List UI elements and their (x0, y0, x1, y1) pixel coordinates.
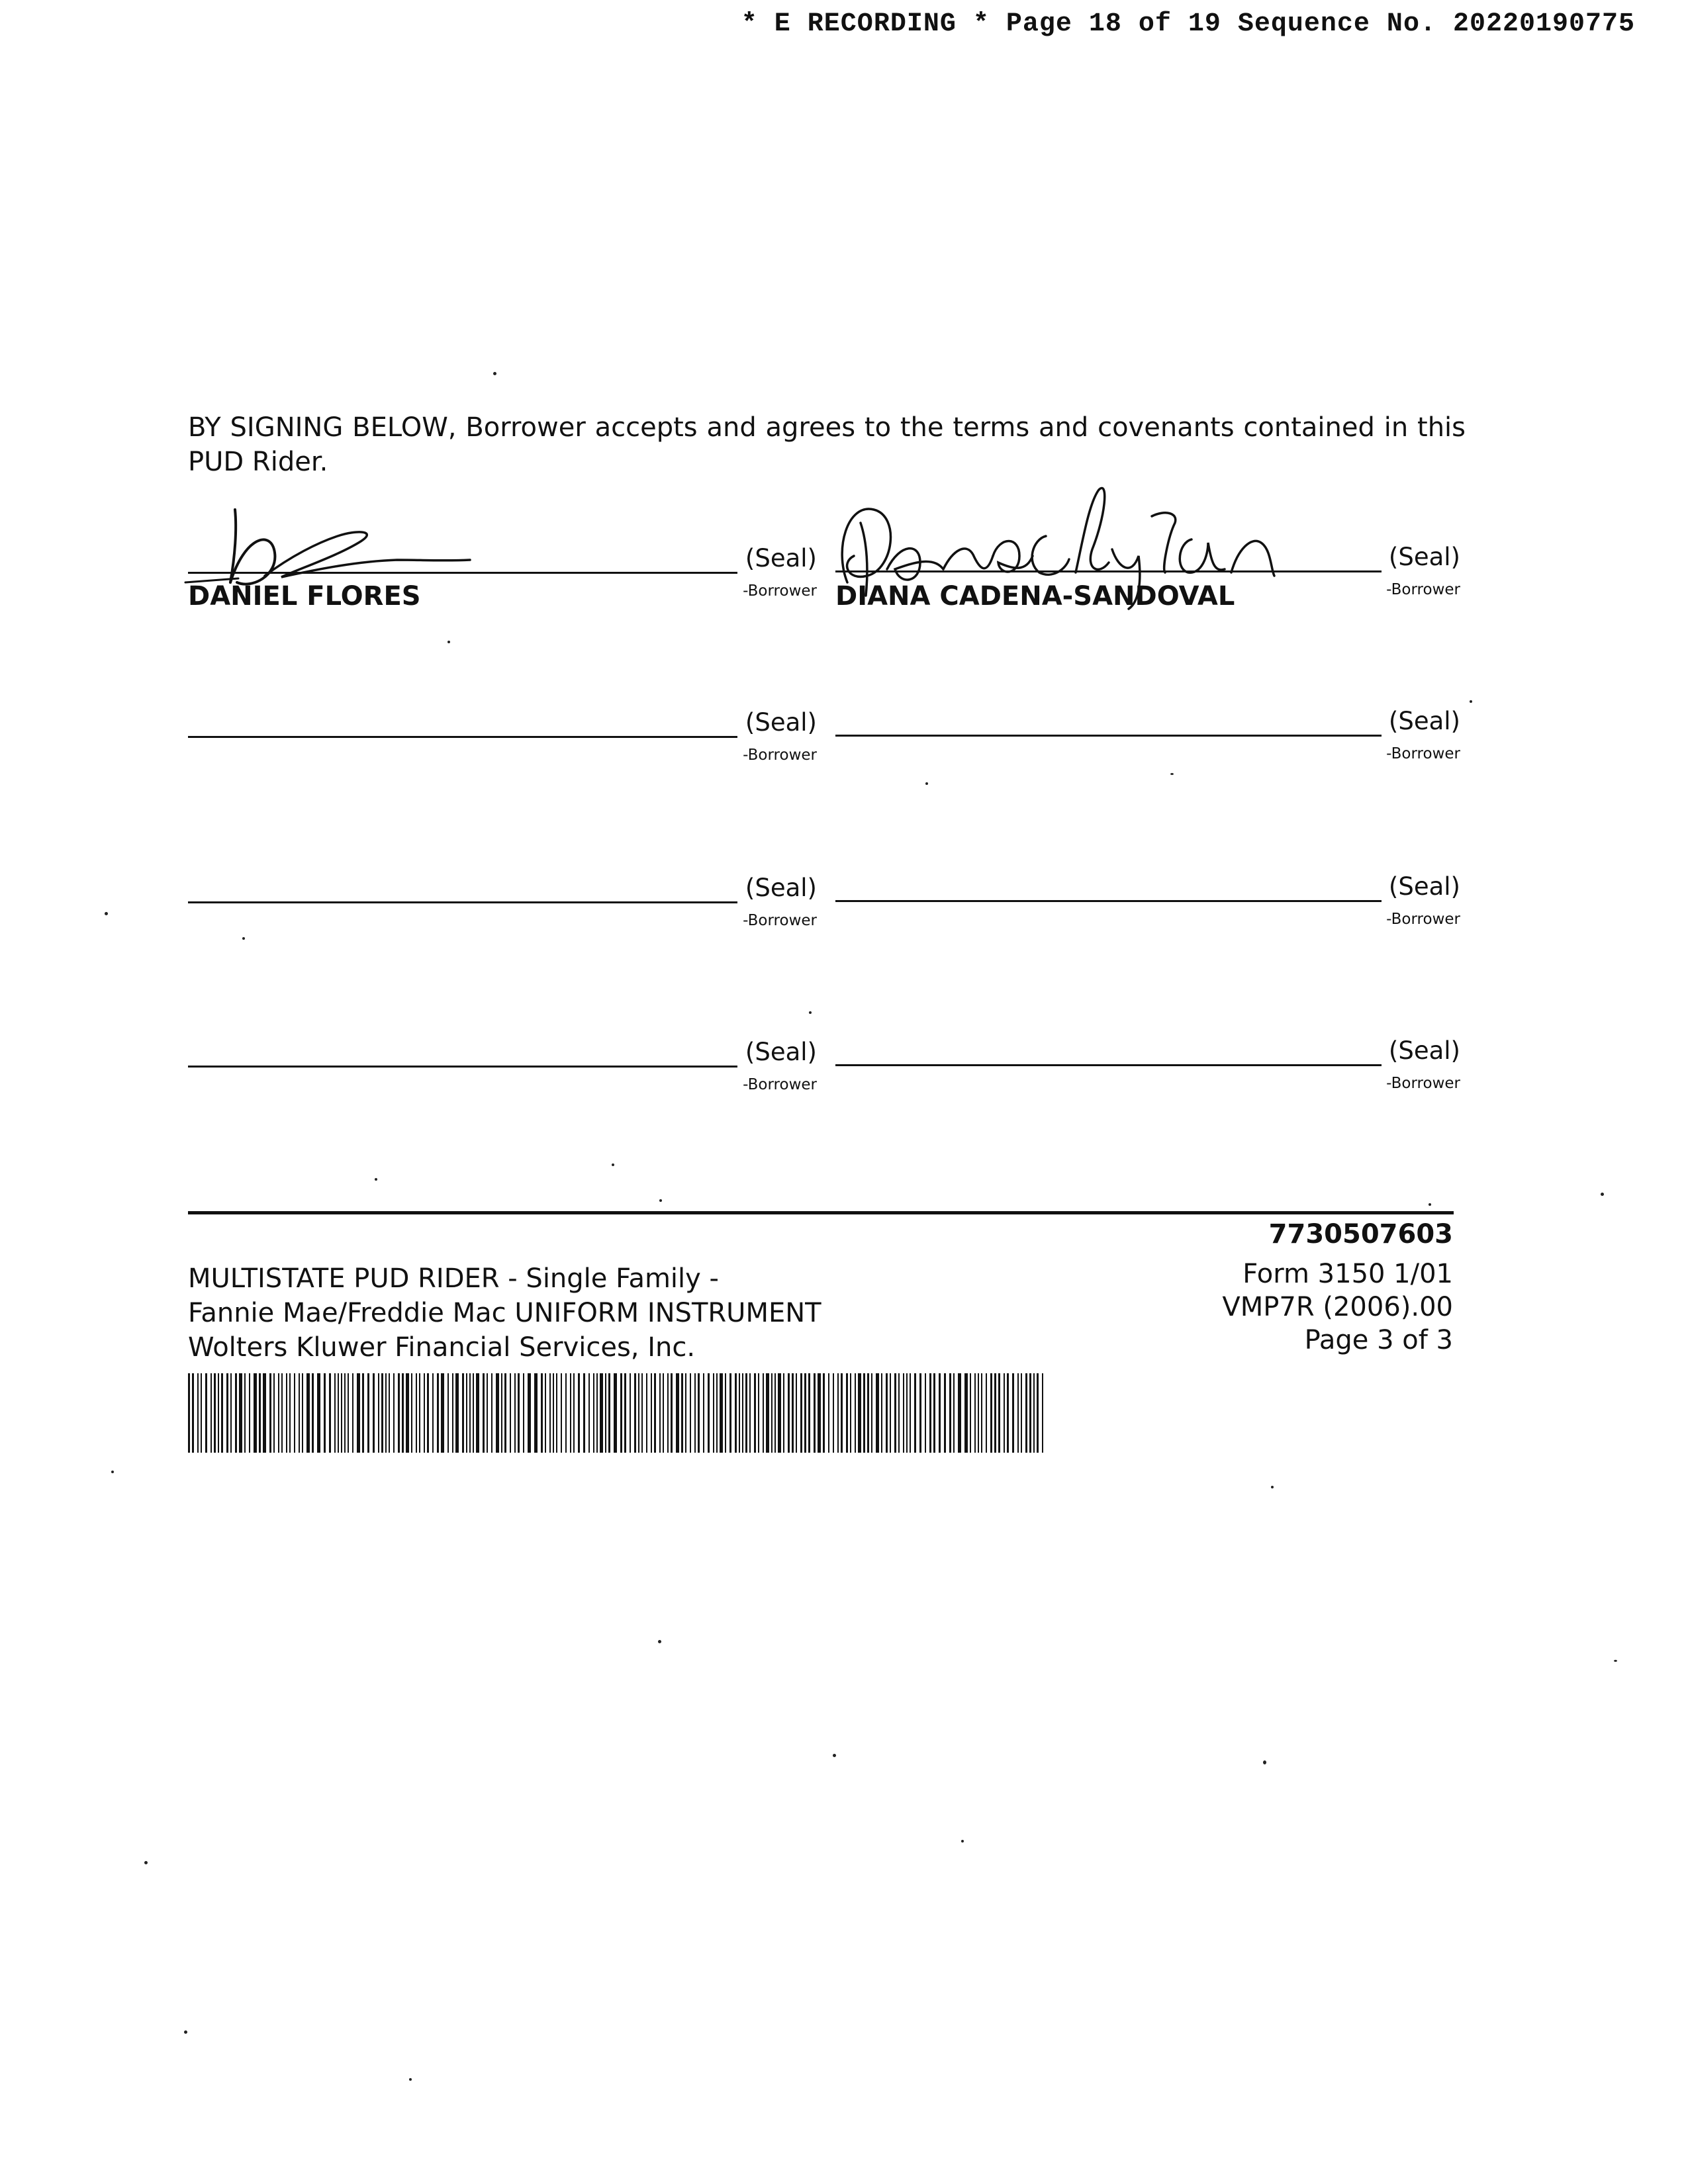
barcode-bar (858, 1373, 861, 1453)
scan-speck (1429, 1203, 1431, 1206)
barcode-bar (239, 1373, 242, 1453)
barcode-bar (411, 1373, 412, 1453)
signature-line (835, 735, 1382, 737)
barcode-bar (452, 1373, 453, 1453)
barcode-bar (978, 1373, 979, 1453)
barcode-bar (201, 1373, 202, 1453)
barcode-bar (646, 1373, 647, 1453)
barcode-bar (338, 1373, 339, 1453)
barcode-bar (994, 1373, 996, 1453)
barcode-bar (939, 1373, 941, 1453)
barcode-bar (974, 1373, 976, 1453)
barcode-bar (774, 1373, 776, 1453)
borrower-label: -Borrower (743, 1076, 817, 1093)
barcode-bar (491, 1373, 492, 1453)
barcode-bar (958, 1373, 961, 1453)
barcode-bar (981, 1373, 982, 1453)
barcode-bar (808, 1373, 810, 1453)
barcode-bar (1025, 1373, 1027, 1453)
barcode-bar (352, 1373, 353, 1453)
barcode-bar (690, 1373, 691, 1453)
barcode-bar (876, 1373, 879, 1453)
barcode-bar (754, 1373, 756, 1453)
signature-line (835, 1064, 1382, 1066)
barcode-bar (970, 1373, 971, 1453)
barcode-bar (588, 1373, 590, 1453)
barcode-bar (214, 1373, 216, 1453)
barcode-bar (570, 1373, 571, 1453)
borrower-label: -Borrower (1386, 745, 1460, 762)
signature-diana-cadena-sandoval (821, 477, 1297, 615)
seal-label: (Seal) (745, 708, 817, 737)
barcode-bar (694, 1373, 696, 1453)
barcode-bar (427, 1373, 429, 1453)
barcode-bar (685, 1373, 686, 1453)
barcode-bar (561, 1373, 562, 1453)
barcode-bar (833, 1373, 834, 1453)
barcode-bar (1004, 1373, 1005, 1453)
barcode-bar (528, 1373, 531, 1453)
barcode-bar (729, 1373, 731, 1453)
barcode-bar (273, 1373, 275, 1453)
barcode-bar (192, 1373, 194, 1453)
barcode-bar (341, 1373, 342, 1453)
barcode-bar (964, 1373, 968, 1453)
borrower-label: -Borrower (743, 912, 817, 929)
barcode-bar (1042, 1373, 1043, 1453)
barcode-bar (651, 1373, 652, 1453)
barcode-bar (281, 1373, 283, 1453)
barcode-bar (381, 1373, 383, 1453)
barcode-bar (419, 1373, 420, 1453)
barcode-bar (1033, 1373, 1035, 1453)
barcode-bar (556, 1373, 557, 1453)
form-code-line: Page 3 of 3 (1304, 1325, 1453, 1355)
barcode-bar (990, 1373, 992, 1453)
scan-speck (833, 1754, 836, 1757)
barcode-bar (510, 1373, 511, 1453)
barcode-bar (541, 1373, 543, 1453)
signing-statement: BY SIGNING BELOW, Borrower accepts and agrees to the terms and covenants contained in this PUD Rider. (188, 412, 1466, 477)
barcode-bar (766, 1373, 769, 1453)
barcode-bar (306, 1373, 310, 1453)
scan-speck (1271, 1486, 1274, 1488)
scan-speck (1170, 773, 1174, 775)
signature-line (188, 1066, 737, 1068)
barcode-bar (230, 1373, 232, 1453)
barcode-bar (432, 1373, 434, 1453)
barcode-bar (312, 1373, 314, 1453)
barcode-bar (501, 1373, 502, 1453)
barcode-bar (788, 1373, 790, 1453)
barcode-bar (681, 1373, 683, 1453)
barcode-bar (716, 1373, 718, 1453)
barcode-bar (496, 1373, 499, 1453)
barcode-bar (620, 1373, 622, 1453)
barcode-bar (389, 1373, 390, 1453)
scan-speck (1614, 1660, 1617, 1662)
barcode-bar (919, 1373, 921, 1453)
barcode-bar (523, 1373, 524, 1453)
barcode-bar (641, 1373, 643, 1453)
scan-speck (493, 372, 496, 375)
barcode-bar (663, 1373, 664, 1453)
barcode-bar (1007, 1373, 1009, 1453)
seal-label: (Seal) (1388, 872, 1460, 901)
barcode-bar (362, 1373, 364, 1453)
barcode-bar (654, 1373, 656, 1453)
barcode-bar (416, 1373, 417, 1453)
scan-speck (612, 1163, 614, 1166)
barcode-bar (278, 1373, 279, 1453)
barcode-bar (778, 1373, 781, 1453)
barcode-bar (763, 1373, 764, 1453)
barcode-bar (749, 1373, 751, 1453)
barcode-bar (424, 1373, 425, 1453)
form-title-line: Fannie Mae/Freddie Mac UNIFORM INSTRUMENT (188, 1298, 821, 1328)
scan-speck (1263, 1760, 1266, 1764)
barcode-bar (269, 1373, 271, 1453)
barcode (188, 1373, 1049, 1453)
barcode-bar (402, 1373, 404, 1453)
barcode-bar (841, 1373, 843, 1453)
barcode-bar (720, 1373, 723, 1453)
barcode-bar (596, 1373, 598, 1453)
barcode-bar (634, 1373, 636, 1453)
barcode-bar (953, 1373, 955, 1453)
barcode-bar (197, 1373, 199, 1453)
barcode-bar (735, 1373, 737, 1453)
barcode-bar (933, 1373, 935, 1453)
barcode-bar (1037, 1373, 1039, 1453)
scan-speck (925, 782, 928, 785)
footer-rule (188, 1211, 1454, 1214)
barcode-bar (818, 1373, 821, 1453)
barcode-bar (906, 1373, 908, 1453)
barcode-bar (739, 1373, 740, 1453)
barcode-bar (667, 1373, 669, 1453)
barcode-bar (1017, 1373, 1019, 1453)
barcode-bar (703, 1373, 704, 1453)
form-title (188, 1261, 821, 1365)
scan-speck (409, 2078, 412, 2081)
scan-speck (447, 641, 450, 643)
barcode-bar (894, 1373, 896, 1453)
signer-name-diana: DIANA CADENA-SANDOVAL (835, 581, 1235, 612)
barcode-bar (698, 1373, 700, 1453)
barcode-bar (745, 1373, 747, 1453)
seal-label: (Seal) (745, 544, 817, 572)
barcode-bar (317, 1373, 320, 1453)
barcode-bar (898, 1373, 900, 1453)
barcode-bar (828, 1373, 829, 1453)
scan-speck (184, 2030, 187, 2034)
scan-speck (375, 1178, 377, 1181)
barcode-bar (553, 1373, 554, 1453)
barcode-bar (447, 1373, 449, 1453)
barcode-bar (804, 1373, 806, 1453)
barcode-bar (758, 1373, 759, 1453)
barcode-bar (837, 1373, 839, 1453)
scan-speck (659, 1199, 662, 1202)
barcode-bar (796, 1373, 797, 1453)
barcode-bar (487, 1373, 488, 1453)
barcode-bar (800, 1373, 802, 1453)
barcode-bar (578, 1373, 580, 1453)
barcode-bar (742, 1373, 743, 1453)
form-codes (1222, 1257, 1453, 1357)
barcode-bar (483, 1373, 485, 1453)
barcode-bar (437, 1373, 439, 1453)
barcode-bar (925, 1373, 926, 1453)
borrower-label: -Borrower (1386, 911, 1460, 928)
barcode-bar (929, 1373, 931, 1453)
barcode-bar (725, 1373, 726, 1453)
scan-speck (809, 1011, 812, 1014)
form-title-line: Wolters Kluwer Financial Services, Inc. (188, 1332, 696, 1363)
barcode-bar (903, 1373, 904, 1453)
barcode-bar (846, 1373, 848, 1453)
barcode-bar (263, 1373, 266, 1453)
barcode-bar (1029, 1373, 1031, 1453)
barcode-bar (205, 1373, 207, 1453)
scan-speck (1470, 700, 1472, 703)
barcode-bar (593, 1373, 594, 1453)
barcode-bar (549, 1373, 551, 1453)
barcode-bar (713, 1373, 714, 1453)
barcode-bar (226, 1373, 228, 1453)
barcode-bar (244, 1373, 246, 1453)
barcode-bar (708, 1373, 710, 1453)
seal-label: (Seal) (745, 874, 817, 902)
barcode-bar (299, 1373, 300, 1453)
barcode-bar (871, 1373, 872, 1453)
barcode-bar (344, 1373, 346, 1453)
barcode-bar (863, 1373, 865, 1453)
barcode-bar (771, 1373, 773, 1453)
scan-speck (105, 912, 108, 915)
barcode-bar (357, 1373, 360, 1453)
barcode-bar (441, 1373, 444, 1453)
barcode-bar (259, 1373, 261, 1453)
form-code-line: Form 3150 1/01 (1243, 1259, 1453, 1289)
barcode-bar (324, 1373, 326, 1453)
barcode-bar (600, 1373, 603, 1453)
barcode-bar (545, 1373, 546, 1453)
barcode-bar (573, 1373, 575, 1453)
barcode-bar (583, 1373, 585, 1453)
barcode-bar (949, 1373, 951, 1453)
barcode-bar (823, 1373, 825, 1453)
barcode-bar (850, 1373, 851, 1453)
barcode-bar (469, 1373, 471, 1453)
barcode-bar (514, 1373, 516, 1453)
barcode-bar (218, 1373, 219, 1453)
scan-speck (961, 1840, 964, 1843)
barcode-bar (294, 1373, 295, 1453)
barcode-bar (476, 1373, 479, 1453)
barcode-bar (289, 1373, 291, 1453)
barcode-bar (398, 1373, 400, 1453)
barcode-bar (286, 1373, 287, 1453)
barcode-bar (334, 1373, 336, 1453)
signature-line (835, 900, 1382, 902)
seal-label: (Seal) (1388, 707, 1460, 735)
barcode-bar (671, 1373, 673, 1453)
barcode-bar (998, 1373, 1000, 1453)
barcode-bar (188, 1373, 190, 1453)
barcode-bar (466, 1373, 467, 1453)
barcode-bar (254, 1373, 257, 1453)
barcode-bar (235, 1373, 237, 1453)
barcode-bar (605, 1373, 606, 1453)
barcode-bar (455, 1373, 459, 1453)
form-title-line: MULTISTATE PUD RIDER - Single Family - (188, 1263, 719, 1294)
recording-header: * E RECORDING * Page 18 of 19 Sequence No. 20220190775 (741, 9, 1635, 39)
barcode-bar (614, 1373, 617, 1453)
barcode-bar (367, 1373, 369, 1453)
barcode-bar (518, 1373, 520, 1453)
loan-number: 7730507603 (1268, 1219, 1453, 1250)
barcode-bar (630, 1373, 631, 1453)
barcode-bar (914, 1373, 916, 1453)
barcode-bar (890, 1373, 891, 1453)
barcode-bar (1021, 1373, 1022, 1453)
barcode-bar (378, 1373, 379, 1453)
barcode-bar (329, 1373, 331, 1453)
scan-speck (242, 937, 245, 940)
barcode-bar (638, 1373, 639, 1453)
barcode-bar (659, 1373, 661, 1453)
barcode-bar (504, 1373, 506, 1453)
barcode-bar (406, 1373, 409, 1453)
scan-speck (1601, 1193, 1604, 1196)
barcode-bar (348, 1373, 349, 1453)
barcode-bar (302, 1373, 303, 1453)
scan-speck (111, 1471, 114, 1473)
seal-label: (Seal) (1388, 1036, 1460, 1065)
borrower-label: -Borrower (743, 582, 817, 600)
barcode-bar (881, 1373, 882, 1453)
barcode-bar (221, 1373, 223, 1453)
seal-label: (Seal) (745, 1038, 817, 1066)
barcode-bar (462, 1373, 464, 1453)
barcode-bar (608, 1373, 610, 1453)
seal-label: (Seal) (1388, 543, 1460, 571)
barcode-bar (385, 1373, 387, 1453)
signer-name-daniel: DANIEL FLORES (188, 581, 421, 612)
signature-line (188, 901, 737, 903)
signature-daniel-flores (159, 483, 490, 602)
barcode-bar (886, 1373, 888, 1453)
barcode-bar (855, 1373, 856, 1453)
barcode-bar (249, 1373, 250, 1453)
borrower-label: -Borrower (1386, 581, 1460, 598)
scan-speck (144, 1861, 148, 1864)
barcode-bar (792, 1373, 794, 1453)
barcode-bar (986, 1373, 987, 1453)
barcode-bar (783, 1373, 784, 1453)
barcode-bar (1012, 1373, 1014, 1453)
barcode-bar (393, 1373, 395, 1453)
scan-speck (658, 1640, 661, 1643)
barcode-bar (867, 1373, 869, 1453)
barcode-bar (534, 1373, 538, 1453)
barcode-bar (814, 1373, 816, 1453)
signature-line (188, 736, 737, 738)
barcode-bar (565, 1373, 567, 1453)
form-code-line: VMP7R (2006).00 (1222, 1292, 1453, 1322)
barcode-bar (473, 1373, 474, 1453)
barcode-bar (211, 1373, 212, 1453)
barcode-bar (373, 1373, 375, 1453)
barcode-bar (624, 1373, 626, 1453)
barcode-bar (676, 1373, 679, 1453)
barcode-bar (910, 1373, 911, 1453)
borrower-label: -Borrower (743, 747, 817, 764)
borrower-label: -Borrower (1386, 1075, 1460, 1092)
barcode-bar (944, 1373, 946, 1453)
